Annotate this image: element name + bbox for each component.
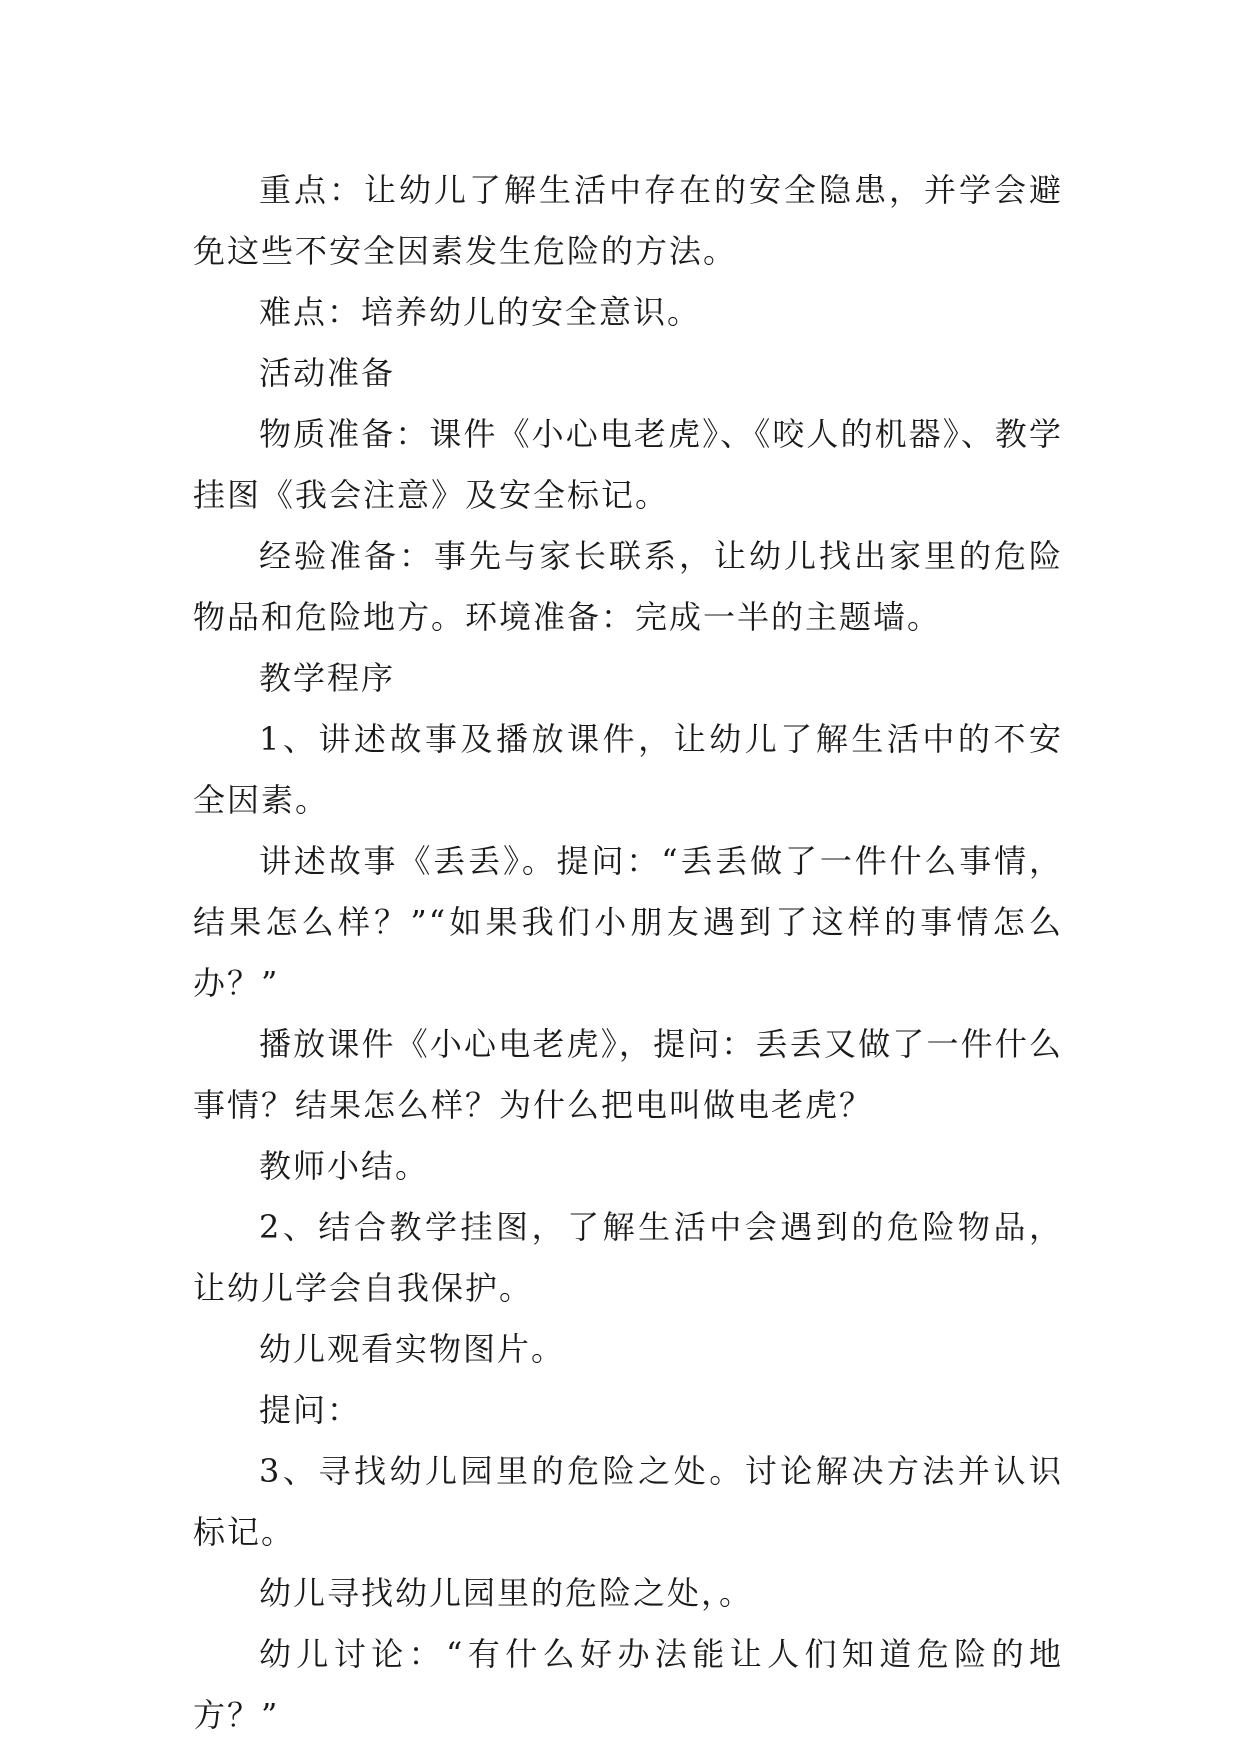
- paragraph-step-1: 1、讲述故事及播放课件，让幼儿了解生活中的不安全因素。: [193, 720, 1063, 819]
- paragraph-story: 讲述故事《丢丢》。提问：“丢丢做了一件什么事情，结果怎么样？”“如果我们小朋友遇到了这样的事情怎么办？”: [193, 842, 1063, 1002]
- paragraph-teacher-summary: 教师小结。: [259, 1147, 430, 1185]
- paragraph-courseware: 播放课件《小心电老虎》，提问：丢丢又做了一件什么事情？结果怎么样？为什么把电叫做电老虎？: [193, 1025, 1063, 1124]
- paragraph-experience-preparation: 经验准备：事先与家长联系，让幼儿找出家里的危险物品和危险地方。环境准备：完成一半的主题墙。: [193, 537, 1063, 636]
- document-body: [193, 160, 1063, 1746]
- paragraph-question: 提问：: [259, 1391, 362, 1429]
- paragraph-material-preparation: 物质准备：课件《小心电老虎》、《咬人的机器》、教学挂图《我会注意》及安全标记。: [193, 415, 1063, 514]
- paragraph-view-pictures: 幼儿观看实物图片。: [259, 1330, 566, 1368]
- paragraph-key-point: 重点：让幼儿了解生活中存在的安全隐患，并学会避免这些不安全因素发生危险的方法。: [193, 171, 1063, 270]
- heading-teaching-procedure: 教学程序: [259, 659, 396, 697]
- paragraph-difficulty: 难点：培养幼儿的安全意识。: [259, 293, 702, 331]
- heading-activity-preparation: 活动准备: [259, 354, 396, 392]
- paragraph-discussion: 幼儿讨论：“有什么好办法能让人们知道危险的地方？”: [193, 1635, 1063, 1734]
- paragraph-find-danger: 幼儿寻找幼儿园里的危险之处，。: [259, 1574, 754, 1612]
- paragraph-step-3: 3、寻找幼儿园里的危险之处。讨论解决方法并认识标记。: [193, 1452, 1063, 1551]
- paragraph-step-2: 2、结合教学挂图，了解生活中会遇到的危险物品，让幼儿学会自我保护。: [193, 1208, 1063, 1307]
